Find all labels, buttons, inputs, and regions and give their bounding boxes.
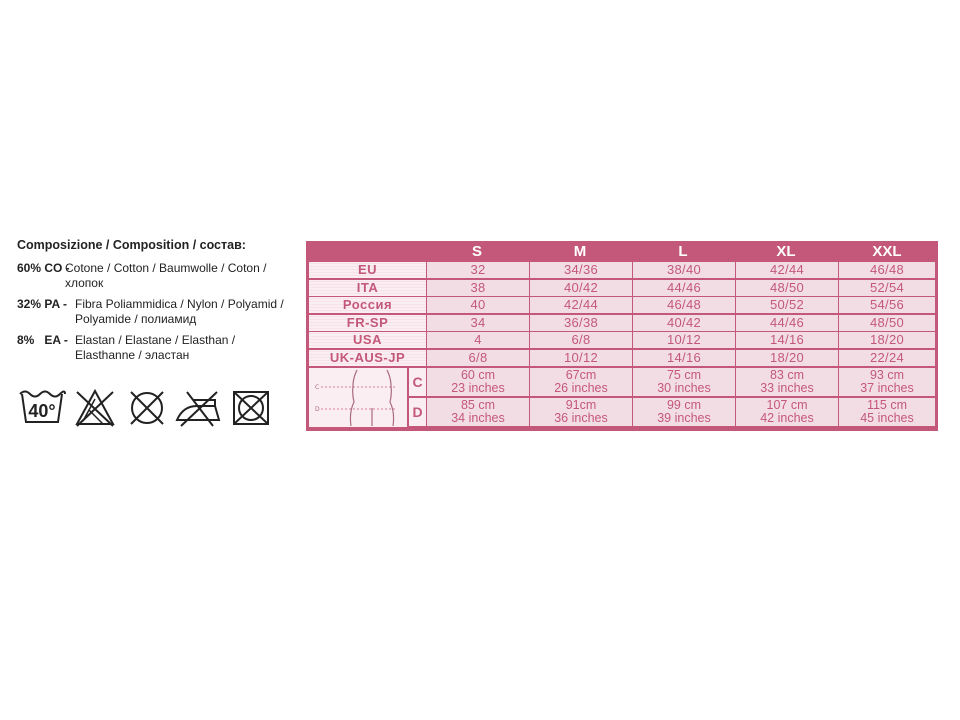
size-cell: 32 (427, 262, 529, 278)
size-cell: 42/44 (736, 262, 838, 278)
composition-desc: Fibra Poliammidica / Nylon / Polyamid / Polyamide / полиамид (75, 297, 284, 326)
measurement-cm: 83 cm (769, 368, 805, 382)
measurement-cell (633, 368, 735, 396)
composition-item (17, 297, 297, 327)
measurement-cm: 99 cm (666, 398, 702, 412)
measurement-cell (427, 368, 529, 396)
size-cell: 44/46 (736, 315, 838, 331)
body-measurement-figure (309, 368, 407, 427)
composition-block (17, 238, 297, 369)
measurement-cm: 60 cm (460, 368, 496, 382)
measurement-cm: 85 cm (460, 398, 496, 412)
size-header-cell: XL (776, 243, 796, 260)
size-row-label: FR-SP (309, 315, 426, 331)
size-cell: 42/44 (530, 297, 632, 313)
size-cell: 22/24 (839, 350, 935, 366)
size-header-cell: M (573, 243, 587, 260)
size-cell: 40/42 (530, 280, 632, 296)
size-row (306, 332, 938, 348)
size-cell: 14/16 (633, 350, 735, 366)
size-cell: 48/50 (736, 280, 838, 296)
measurement-cm: 75 cm (666, 368, 702, 382)
figure-label-d: D (315, 406, 320, 413)
composition-code: 60% CO - (17, 261, 70, 275)
composition-desc: Elastan / Elastane / Elasthan / Elasthanne / эластан (75, 333, 236, 362)
size-cell: 6/8 (427, 350, 529, 366)
size-cell: 38/40 (633, 262, 735, 278)
measurement-inches: 42 inches (760, 411, 814, 425)
measurement-label: D (409, 398, 426, 426)
size-cell: 52/54 (839, 280, 935, 296)
size-row (306, 315, 938, 331)
measurement-cm: 107 cm (766, 398, 808, 412)
measurement-cell (839, 368, 935, 396)
measurement-cm: 67cm (565, 368, 597, 382)
measurement-cell (530, 398, 632, 426)
size-cell: 10/12 (530, 350, 632, 366)
measurement-cell (736, 368, 838, 396)
size-cell: 4 (427, 332, 529, 348)
size-cell: 48/50 (839, 315, 935, 331)
do-not-dryclean-icon (225, 386, 277, 430)
size-header-cell: L (678, 243, 688, 260)
size-cell: 40 (427, 297, 529, 313)
care-icons (17, 386, 279, 430)
measurement-inches: 23 inches (451, 381, 505, 395)
composition-code: 8% EA - (17, 333, 68, 347)
size-cell: 38 (427, 280, 529, 296)
measurement-inches: 45 inches (860, 411, 914, 425)
svg-text:40°: 40° (28, 401, 56, 421)
measurement-cell (427, 398, 529, 426)
size-cell: 46/48 (633, 297, 735, 313)
size-row (306, 262, 938, 278)
measurement-cm: 115 cm (866, 398, 908, 412)
size-row-label: USA (309, 332, 426, 348)
size-cell: 18/20 (736, 350, 838, 366)
size-row (306, 350, 938, 366)
measurement-inches: 36 inches (554, 411, 608, 425)
measurement-inches: 34 inches (451, 411, 505, 425)
size-cell: 34/36 (530, 262, 632, 278)
composition-item (17, 261, 297, 291)
size-header-cell: XXL (872, 243, 902, 260)
composition-item (17, 333, 297, 363)
composition-desc: Cotone / Cotton / Baumwolle / Coton / хлопок (65, 261, 267, 290)
size-table (306, 241, 938, 431)
measurement-cell (736, 398, 838, 426)
size-row (306, 280, 938, 296)
size-header (306, 241, 938, 261)
do-not-bleach-icon (69, 386, 121, 430)
size-cell: 54/56 (839, 297, 935, 313)
measurement-inches: 37 inches (860, 381, 914, 395)
measurement-inches: 30 inches (657, 381, 711, 395)
size-cell: 50/52 (736, 297, 838, 313)
composition-code: 32% PA - (17, 297, 68, 311)
size-cell: 44/46 (633, 280, 735, 296)
measurement-cm: 93 cm (869, 368, 905, 382)
measurement-cell (530, 368, 632, 396)
size-cell: 14/16 (736, 332, 838, 348)
size-row-label: EU (309, 262, 426, 278)
size-cell: 46/48 (839, 262, 935, 278)
measurement-inches: 33 inches (760, 381, 814, 395)
size-row (306, 297, 938, 313)
do-not-tumble-dry-icon (121, 386, 173, 430)
measurement-inches: 39 inches (657, 411, 711, 425)
size-cell: 6/8 (530, 332, 632, 348)
measurement-cell (839, 398, 935, 426)
composition-title: Composizione / Composition / состав: (17, 238, 246, 252)
measurement-label: C (409, 368, 426, 396)
size-cell: 36/38 (530, 315, 632, 331)
wash-40-icon (17, 386, 69, 430)
measurement-cell (633, 398, 735, 426)
measurement-cm: 91cm (565, 398, 597, 412)
size-cell: 18/20 (839, 332, 935, 348)
figure-label-c: C (315, 384, 320, 391)
size-cell: 34 (427, 315, 529, 331)
size-cell: 40/42 (633, 315, 735, 331)
size-row-label: UK-AUS-JP (309, 350, 426, 366)
size-row-label: ITA (309, 280, 426, 296)
size-header-cell: S (471, 243, 482, 260)
measurement-inches: 26 inches (554, 381, 608, 395)
size-row-label: Россия (309, 297, 426, 313)
do-not-iron-icon (173, 386, 225, 430)
size-cell: 10/12 (633, 332, 735, 348)
